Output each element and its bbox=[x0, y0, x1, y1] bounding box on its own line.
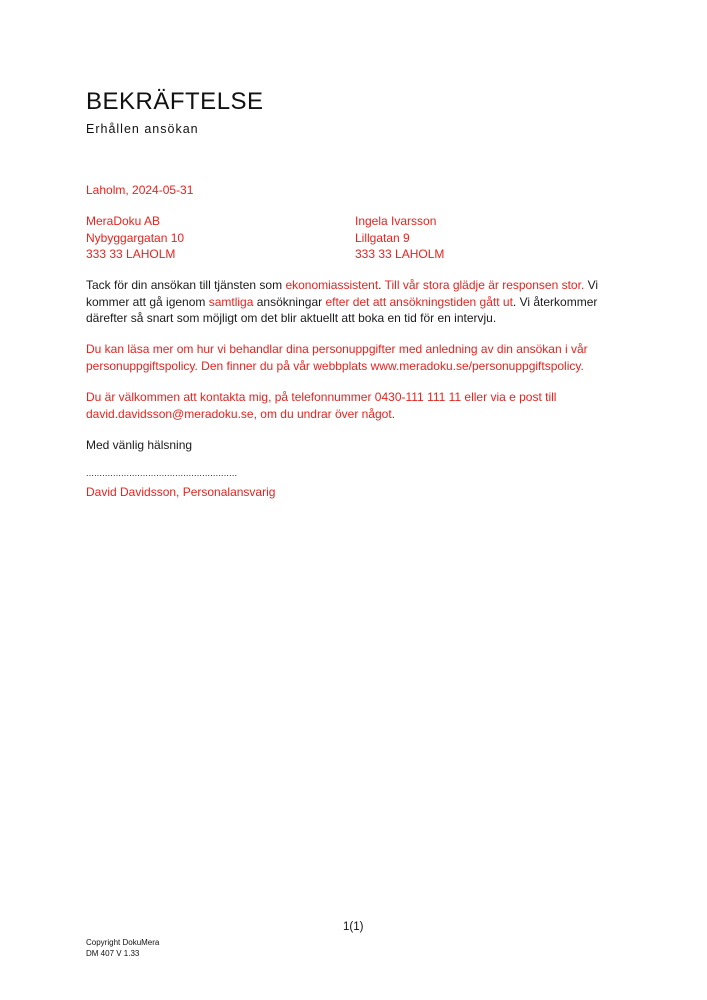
signature-line: ........................................................ bbox=[86, 468, 238, 478]
optional-phrase: efter det att ansökningstiden gått ut bbox=[325, 294, 513, 309]
sender-name: MeraDoku AB bbox=[86, 214, 161, 228]
date-line: Laholm, 2024-05-31 bbox=[86, 183, 194, 197]
optional-word: samtliga bbox=[208, 294, 254, 309]
sender-postal: 333 33 LAHOLM bbox=[86, 247, 176, 261]
signature-name: David Davidsson, Personalansvarig bbox=[86, 485, 276, 499]
page-number: 1(1) bbox=[343, 921, 364, 933]
copyright-text: Copyright DokuMera bbox=[86, 938, 160, 947]
recipient-address bbox=[355, 213, 444, 263]
document-code: DM 407 V 1.33 bbox=[86, 949, 140, 958]
document-footer bbox=[86, 937, 159, 959]
sender-address bbox=[86, 213, 184, 263]
text-segment: Tack för din ansökan till tjänsten som bbox=[86, 278, 286, 292]
text-segment: . Vi återkommer därefter så snart som möjligt om det blir aktuellt att boka en tid för en intervju. bbox=[86, 294, 598, 325]
sender-street: Nybyggargatan 10 bbox=[86, 230, 185, 245]
recipient-postal: 333 33 LAHOLM bbox=[355, 247, 445, 261]
recipient-street: Lillgatan 9 bbox=[355, 230, 410, 245]
text-segment: ansökningar bbox=[253, 294, 326, 309]
paragraph-application-thanks bbox=[86, 277, 626, 327]
recipient-name: Ingela Ivarsson bbox=[355, 214, 437, 228]
optional-sentence: Till vår stora glädje är responsen stor. bbox=[384, 278, 585, 292]
document-title: BEKRÄFTELSE bbox=[86, 88, 264, 115]
job-title-field: ekonomiassistent bbox=[285, 278, 379, 292]
paragraph-privacy-policy: Du kan läsa mer om hur vi behandlar dina personuppgifter med anledning av din ansökan i vår personuppgiftspolicy. Den finner du på vår webbplats www.meradoku.se/personuppgiftspolicy. bbox=[86, 342, 588, 373]
text-segment: Vi kommer att gå igenom bbox=[86, 278, 599, 309]
document-subtitle: Erhållen ansökan bbox=[86, 122, 199, 136]
text-segment: . bbox=[378, 278, 385, 292]
closing-greeting: Med vänlig hälsning bbox=[86, 438, 193, 452]
paragraph-contact-info: Du är välkommen att kontakta mig, på telefonnummer 0430-111 111 11 eller via e post till david.davidsson@meradoku.se, om du undrar över något. bbox=[86, 390, 557, 421]
